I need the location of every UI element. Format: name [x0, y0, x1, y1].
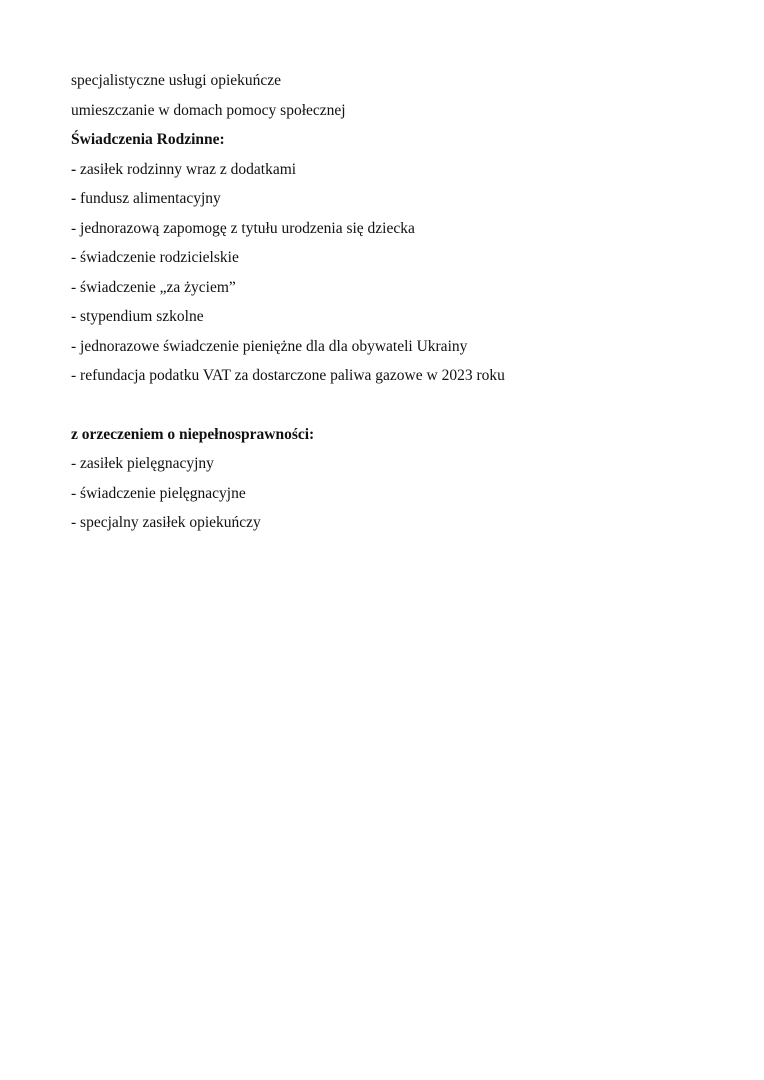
list-item	[71, 190, 221, 208]
list-item: - świadczenie „za życiem”	[71, 279, 236, 296]
section-heading-family-benefits: Świadczenia Rodzinne:	[71, 131, 225, 148]
list-item-text: zasiłek rodzinny wraz z dodatkami	[76, 161, 297, 178]
list-dash: -	[71, 161, 77, 178]
list-item: - jednorazową zapomogę z tytułu urodzenia się dziecka	[71, 220, 415, 237]
list-item: - zasiłek pielęgnacyjny	[71, 455, 214, 472]
list-item: - refundacja podatku VAT za dostarczone paliwa gazowe w 2023 roku	[71, 367, 505, 384]
list-item: - stypendium szkolne	[71, 308, 204, 325]
list-item	[71, 161, 296, 179]
list-item: - świadczenie rodzicielskie	[71, 249, 239, 266]
list-item: - jednorazowe świadczenie pieniężne dla dla obywateli Ukrainy	[71, 338, 468, 355]
list-item-text: fundusz alimentacyjny	[76, 190, 221, 207]
service-line-care-homes: umieszczanie w domach pomocy społecznej	[71, 102, 346, 119]
list-item: - specjalny zasiłek opiekuńczy	[71, 514, 261, 531]
section-heading-disability: z orzeczeniem o niepełnosprawności:	[71, 426, 315, 443]
service-line-specialist-care: specjalistyczne usługi opiekuńcze	[71, 72, 282, 89]
list-item: - świadczenie pielęgnacyjne	[71, 485, 246, 502]
list-dash: -	[71, 190, 77, 207]
